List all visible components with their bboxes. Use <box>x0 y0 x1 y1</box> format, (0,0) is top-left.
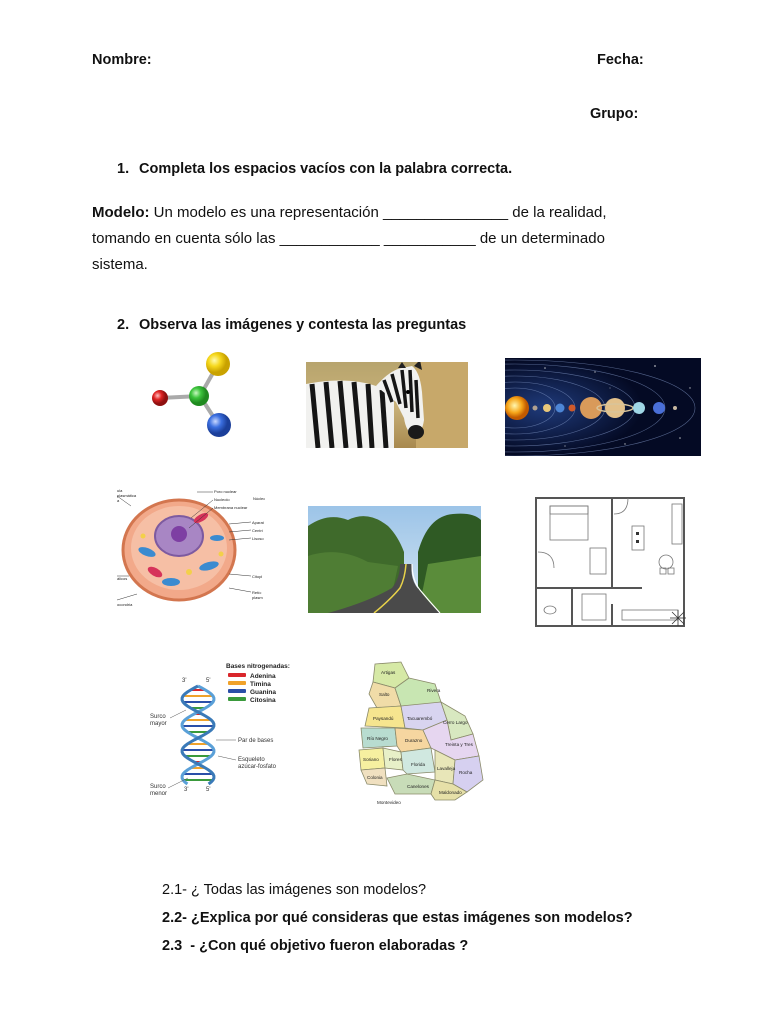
cell-label-r2: Centrí <box>252 528 263 533</box>
map-artigas: Artigas <box>381 670 396 675</box>
map-soriano: Soriano <box>363 757 379 762</box>
surco-menor-1: Surco <box>150 784 166 790</box>
map-lavalleja: Lavalleja <box>437 766 456 771</box>
question-2-3-number: 2.3 <box>162 938 183 954</box>
cell-label-r1: Aparat <box>252 520 264 525</box>
cell-label-r4: Citopl <box>252 574 263 579</box>
map-salto: Salto <box>379 692 390 697</box>
animal-cell-image <box>117 484 265 612</box>
guanina-swatch <box>228 689 246 693</box>
map-colonia: Colonia <box>367 775 383 780</box>
floor-plan-image <box>532 494 688 630</box>
map-paysandu: Paysandú <box>373 716 394 721</box>
cell-label-left1: ula <box>117 488 123 493</box>
molecule-image <box>140 348 240 440</box>
map-tacuarembo: Tacuarembó <box>407 716 433 721</box>
map-treinta: Treinta y Tres <box>445 742 473 747</box>
road-image <box>308 506 481 613</box>
map-montevideo: Montevideo <box>377 800 401 805</box>
cell-label-r3: Lisoso <box>252 536 264 541</box>
dna-end3-top: 3' <box>182 678 187 684</box>
q1-text: Completa los espacios vacíos con la palabra correcta. <box>139 161 513 177</box>
cell-label-left2: plasmática <box>117 493 137 498</box>
timina-swatch <box>228 681 246 685</box>
cell-label-membrana: Membrana nuclear <box>214 505 248 510</box>
map-maldonado: Maldonado <box>439 790 462 795</box>
dna-end5-bot: 5' <box>206 787 211 793</box>
par-bases-label: Par de bases <box>238 738 274 744</box>
dna-end3-bot: 3' <box>184 787 189 793</box>
map-rocha: Rocha <box>459 770 473 775</box>
question-2-1: 2.1- ¿ Todas las imágenes son modelos? <box>162 882 427 898</box>
nombre-label: Nombre: <box>92 52 152 68</box>
modelo-line2: tomando en cuenta sólo las ____________ ___________ de un determinado <box>92 230 605 247</box>
q1-number: 1. <box>117 161 130 177</box>
zebra-image <box>306 362 468 448</box>
dna-base-citosina: Citosina <box>250 697 276 704</box>
question-2-3-text: - ¿Con qué objetivo fueron elaboradas ? <box>190 938 469 954</box>
map-florida: Florida <box>411 762 426 767</box>
surco-mayor-1: Surco <box>150 714 166 720</box>
cell-label-r6: plasm <box>252 595 263 600</box>
map-flores: Flores <box>389 757 402 762</box>
surco-menor-2: menor <box>150 791 168 797</box>
modelo-line3: sistema. <box>92 256 148 273</box>
dna-base-timina: Timina <box>250 681 271 688</box>
map-rivera: Rivera <box>427 688 441 693</box>
question-2-3 <box>162 938 468 954</box>
fecha-label: Fecha: <box>597 52 644 68</box>
cell-label-left3: a <box>117 498 120 503</box>
surco-mayor-2: mayor <box>150 721 167 727</box>
map-canelones: Canelones <box>407 784 429 789</box>
map-cerro-largo: Cerro Largo <box>443 720 468 725</box>
q2-text: Observa las imágenes y contesta las preguntas <box>139 317 467 333</box>
map-durazno: Durazno <box>405 738 423 743</box>
grupo-label: Grupo: <box>590 106 639 122</box>
dna-base-guanina: Guanina <box>250 689 277 696</box>
modelo-line1: Un modelo es una representación _______________ de la realidad, <box>149 204 607 221</box>
question-2-2: 2.2- ¿Explica por qué consideras que estas imágenes son modelos? <box>162 910 633 926</box>
esqueleto-2: azúcar-fosfato <box>238 764 277 770</box>
uruguay-map-image <box>355 660 490 806</box>
dna-bases-title: Bases nitrogenadas: <box>226 663 290 670</box>
cell-label-nucleolo: Nucleolo <box>214 497 230 502</box>
solar-system-image <box>505 358 701 456</box>
citosina-swatch <box>228 697 246 701</box>
q2-number: 2. <box>117 317 130 333</box>
cell-label-nucleo: Núcleo <box>253 496 265 501</box>
esqueleto-1: Esqueleto <box>238 757 265 763</box>
cell-label-r5: Retíc <box>252 590 262 595</box>
dna-end5-top: 5' <box>206 678 211 684</box>
modelo-paragraph <box>92 200 692 278</box>
cell-label-left4: álicos <box>117 576 128 581</box>
map-rio-negro: Río Negro <box>367 736 388 741</box>
adenina-swatch <box>228 673 246 677</box>
cell-label-poro: Poro nuclear <box>214 489 237 494</box>
dna-base-adenina: Adenina <box>250 673 276 680</box>
dna-base-pairs <box>182 690 214 780</box>
dna-diagram-image <box>146 660 296 800</box>
cell-label-left5: ocondria <box>117 602 133 607</box>
modelo-label: Modelo: <box>92 204 150 221</box>
